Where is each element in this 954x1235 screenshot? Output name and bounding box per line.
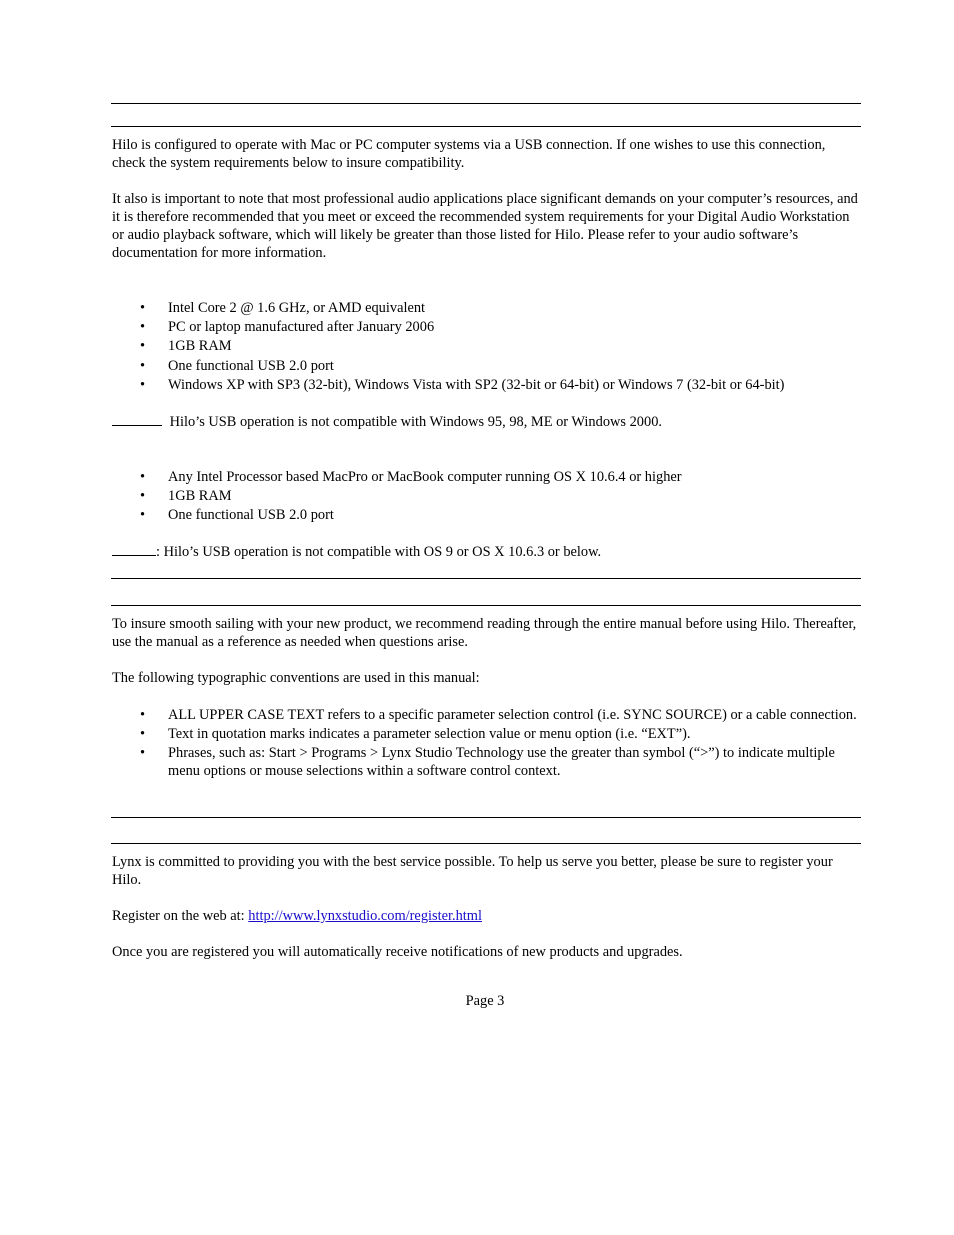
list-item: • One functional USB 2.0 port bbox=[112, 506, 860, 524]
page-number: Page 3 bbox=[465, 993, 505, 1009]
list-item: • Any Intel Processor based MacPro or MacBook computer running OS X 10.6.4 or higher bbox=[112, 468, 860, 486]
section-rule-top bbox=[111, 578, 861, 579]
list-item: • Windows XP with SP3 (32-bit), Windows Vista with SP2 (32-bit or 64-bit) or Windows 7 (32-bit or 64-bit) bbox=[112, 376, 860, 394]
list-item: • Intel Core 2 @ 1.6 GHz, or AMD equivalent bbox=[112, 299, 860, 317]
note-blank-underline bbox=[112, 412, 162, 426]
requirements-intro-1: Hilo is configured to operate with Mac or PC computer systems via a USB connection. If one wishes to use this connection, check the system requirements below to insure compatibility. bbox=[112, 137, 826, 171]
list-item: • 1GB RAM bbox=[112, 487, 860, 505]
list-item: • PC or laptop manufactured after January 2006 bbox=[112, 318, 860, 336]
mac-note-text: : Hilo’s USB operation is not compatible with OS 9 or OS X 10.6.3 or below. bbox=[156, 544, 602, 560]
section-rule-top bbox=[111, 103, 861, 104]
section-rule-top bbox=[111, 817, 861, 818]
conventions-list bbox=[112, 706, 860, 782]
registration-closing: Once you are registered you will automatically receive notifications of new products and upgrades. bbox=[112, 944, 683, 960]
list-item: • One functional USB 2.0 port bbox=[112, 357, 860, 375]
list-item: • 1GB RAM bbox=[112, 337, 860, 355]
register-prefix: Register on the web at: bbox=[112, 908, 249, 924]
section-rule-bottom bbox=[111, 843, 861, 844]
registration-line bbox=[112, 907, 860, 925]
requirements-intro-2: It also is important to note that most professional audio applications place significant demands on your computer’s resources, and it is therefore recommended that you meet or exceed the recommended system requirements for your Digital Audio Workstation or audio playback software, which will likely be greater than those listed for Hilo. Please refer to your audio software’s documentation for more information. bbox=[112, 191, 858, 261]
pc-requirements-list bbox=[112, 299, 860, 395]
mac-note bbox=[112, 542, 860, 561]
note-blank-underline bbox=[112, 542, 156, 556]
pc-note bbox=[112, 412, 860, 431]
manual-intro-2: The following typographic conventions are used in this manual: bbox=[112, 670, 480, 686]
manual-intro-1: To insure smooth sailing with your new product, we recommend reading through the entire manual before using Hilo. Thereafter, use the manual as a reference as needed when questions arise. bbox=[112, 616, 857, 650]
pc-note-text: Hilo’s USB operation is not compatible with Windows 95, 98, ME or Windows 2000. bbox=[169, 414, 662, 430]
list-item: • Phrases, such as: Start > Programs > Lynx Studio Technology use the greater than symbol (“>”) to indicate multiple menu options or mouse selections within a software control context. bbox=[112, 744, 860, 780]
registration-intro: Lynx is committed to providing you with the best service possible. To help us serve you better, please be sure to register your Hilo. bbox=[112, 854, 833, 888]
list-item: • Text in quotation marks indicates a parameter selection value or menu option (i.e. “EXT”). bbox=[112, 725, 860, 743]
list-item: • ALL UPPER CASE TEXT refers to a specific parameter selection control (i.e. SYNC SOURCE) or a cable connection. bbox=[112, 706, 860, 724]
mac-requirements-list bbox=[112, 468, 860, 526]
register-link[interactable]: http://www.lynxstudio.com/register.html bbox=[248, 908, 482, 924]
section-rule-bottom bbox=[111, 605, 861, 606]
section-rule-bottom bbox=[111, 126, 861, 127]
